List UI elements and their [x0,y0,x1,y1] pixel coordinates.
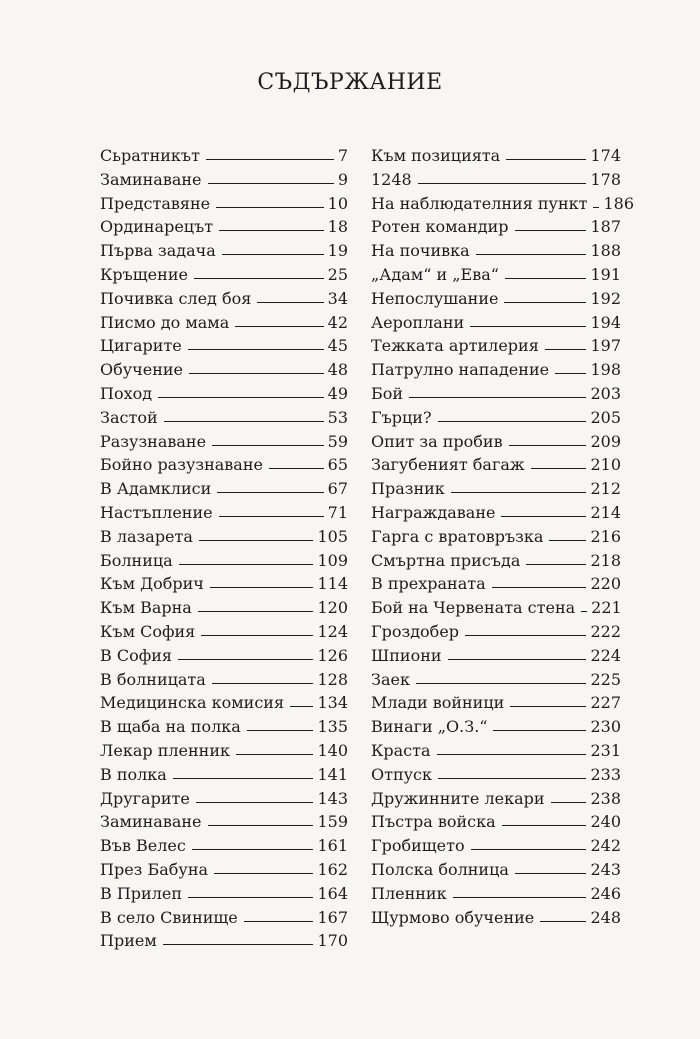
toc-leader-line [581,611,587,612]
toc-entry-title: В село Свинище [100,907,238,927]
toc-entry-page: 225 [590,669,621,689]
toc-entry-title: Гарга с вратовръзка [371,526,544,546]
toc-entry-title: Дружинните лекари [371,788,545,808]
toc-leader-line [501,516,586,517]
toc-entry-title: В София [100,645,172,665]
toc-entry-title: Кръщение [100,264,188,284]
toc-entry [100,693,348,717]
toc-entry [371,693,621,717]
toc-entry [100,646,348,670]
toc-entry-page: 10 [327,193,348,213]
toc-entry-title: Заминаване [100,169,202,189]
toc-leader-line [540,921,586,922]
toc-leader-line [451,492,587,493]
toc-entry [100,336,348,360]
toc-leader-line [236,754,313,755]
toc-entry [371,336,621,360]
toc-entry-title: Бой [371,383,404,403]
toc-entry-page: 222 [590,621,621,641]
toc-entry [100,289,348,313]
toc-entry-title: Смъртна присъда [371,550,521,570]
toc-entry-page: 167 [317,907,348,927]
toc-entry [371,908,621,932]
toc-entry-title: Гробището [371,836,465,856]
toc-leader-line [453,897,587,898]
toc-entry-page: 218 [590,550,621,570]
toc-entry [371,146,621,170]
toc-leader-line [509,445,587,446]
toc-entry-title: Прием [100,931,157,951]
toc-entry-page: 135 [317,717,348,737]
toc-entry [371,670,621,694]
toc-entry-title: В щаба на полка [100,717,241,737]
toc-entry [100,170,348,194]
toc-entry-title: Към Добрич [100,574,204,594]
toc-entry-title: Празник [371,479,445,499]
toc-entry-page: 212 [590,479,621,499]
toc-entry-title: Първа задача [100,241,216,261]
toc-leader-line [555,373,586,374]
toc-leader-line [470,326,586,327]
toc-entry-title: Непослушание [371,288,499,308]
toc-leader-line [510,706,586,707]
toc-entry-page: 53 [327,407,348,427]
toc-leader-line [214,873,313,874]
toc-entry-page: 242 [590,836,621,856]
toc-entry-page: 128 [317,669,348,689]
toc-entry [371,313,621,337]
toc-entry [371,836,621,860]
toc-leader-line [438,421,587,422]
toc-entry [371,884,621,908]
toc-entry-page: 194 [590,312,621,332]
toc-entry-page: 187 [590,217,621,237]
toc-entry-title: Застой [100,407,158,427]
toc-entry-title: Заминаване [100,812,202,832]
toc-entry [100,670,348,694]
toc-entry-title: В Прилеп [100,883,182,903]
toc-leader-line [257,302,323,303]
toc-entry-page: 192 [590,288,621,308]
toc-entry [100,265,348,289]
toc-entry [371,527,621,551]
toc-entry [371,193,635,218]
toc-entry [100,884,348,908]
toc-leader-line [178,659,313,660]
toc-leader-line [208,183,334,184]
toc-entry-title: Тежката артилерия [371,336,539,356]
toc-entry-page: 186 [603,193,635,213]
toc-leader-line [504,302,586,303]
toc-entry [371,384,621,408]
toc-entry [371,741,621,765]
toc-entry-title: Млади войници [371,693,505,713]
toc-entry-page: 19 [327,241,348,261]
toc-entry-page: 191 [590,264,621,284]
toc-entry-page: 227 [590,693,621,713]
toc-entry-title: В полка [100,764,167,784]
toc-leader-line [409,397,586,398]
toc-entry [371,170,621,194]
toc-entry-page: 243 [590,859,621,879]
toc-entry [371,265,621,289]
toc-leader-line [418,183,587,184]
toc-entry [100,479,348,503]
toc-entry [371,289,621,313]
toc-entry-title: Ротен командир [371,217,509,237]
toc-leader-line [290,706,313,707]
toc-entry-page: 210 [590,455,621,475]
toc-leader-line [208,825,314,826]
toc-entry-title: През Бабуна [100,859,209,879]
toc-entry [100,360,348,384]
toc-entry-page: 48 [327,360,348,380]
toc-entry-page: 34 [327,288,348,308]
toc-leader-line [201,635,313,636]
toc-entry-title: Обучение [100,360,184,380]
toc-leader-line [219,516,324,517]
toc-entry-title: Аероплани [371,312,465,332]
toc-entry [100,908,348,932]
toc-leader-line [545,349,587,350]
toc-entry-page: 203 [590,383,621,403]
toc-entry [371,241,621,265]
toc-entry-page: 170 [317,931,348,951]
toc-entry-page: 18 [327,217,348,237]
toc-entry-title: Писмо до мама [100,312,230,332]
toc-entry [371,574,621,598]
toc-entry [100,574,348,598]
toc-entry-page: 7 [337,146,348,165]
toc-entry [100,598,348,622]
toc-entry-page: 124 [317,621,348,641]
toc-entry-title: Полска болница [371,859,509,879]
toc-entry-title: Към Варна [100,598,192,618]
toc-entry [371,789,621,813]
toc-leader-line [164,421,324,422]
toc-entry-title: Лекар пленник [100,740,230,760]
toc-entry-title: Разузнаване [100,431,207,451]
toc-entry-title: 1248 [371,169,412,189]
toc-entry-page: 126 [317,645,348,665]
toc-entry-page: 105 [317,526,348,546]
toc-leader-line [493,730,586,731]
toc-entry-page: 143 [317,788,348,808]
toc-leader-line [222,254,324,255]
toc-entry-title: Винаги „О.З.“ [371,717,488,737]
toc-entry [100,313,348,337]
toc-entry [371,765,621,789]
toc-entry-page: 233 [590,764,621,784]
toc-leader-line [189,373,324,374]
toc-leader-line [471,849,587,850]
toc-entry-page: 161 [317,836,348,856]
toc-entry [100,765,348,789]
toc-entry [371,551,621,575]
toc-entry-title: Гроздобер [371,621,460,641]
toc-leader-line [593,207,599,208]
toc-entry-page: 71 [327,502,348,522]
toc-entry-page: 178 [590,169,621,189]
toc-entry-title: Във Велес [100,836,186,856]
toc-leader-line [505,278,587,279]
toc-leader-line [247,730,314,731]
toc-entry-page: 220 [590,574,621,594]
toc-leader-line [188,897,313,898]
toc-entry-page: 59 [327,431,348,451]
toc-entry [100,622,348,646]
toc-leader-line [212,683,314,684]
page-title: СЪДЪРЖАНИЕ [257,70,443,95]
toc-entry [100,789,348,813]
toc-leader-line [217,492,323,493]
toc-entry [371,622,621,646]
toc-entry-page: 231 [590,740,621,760]
toc-entry [371,717,621,741]
toc-entry-page: 240 [590,812,621,832]
toc-leader-line [194,278,324,279]
toc-entry [100,194,348,218]
toc-entry [371,217,621,241]
toc-leader-line [465,635,586,636]
toc-entry-page: 162 [317,859,348,879]
toc-entry-title: В болницата [100,669,206,689]
toc-entry [371,860,621,884]
toc-entry-page: 188 [590,241,621,261]
toc-entry-title: Медицинска комисия [100,693,285,713]
toc-leader-line [476,254,587,255]
toc-entry-title: В Адамклиси [100,479,212,499]
toc-entry-page: 45 [327,336,348,356]
toc-leader-line [531,468,587,469]
toc-leader-line [198,611,314,612]
toc-entry-page: 216 [590,526,621,546]
toc-entry [100,527,348,551]
toc-entry [100,241,348,265]
toc-entry-page: 120 [317,598,348,618]
toc-entry [371,479,621,503]
toc-entry-page: 65 [327,455,348,475]
toc-leader-line [210,587,314,588]
toc-entry-page: 248 [590,907,621,927]
toc-entry-title: Сьратникът [100,146,200,165]
toc-entry-page: 164 [317,883,348,903]
toc-entry-page: 205 [590,407,621,427]
toc-leader-line [515,230,587,231]
toc-entry-title: Пъстра войска [371,812,496,832]
toc-right-column [371,146,635,931]
toc-entry [100,812,348,836]
toc-entry-title: Бойно разузнаване [100,455,263,475]
toc-entry-title: Опит за пробив [371,431,503,451]
toc-entry-title: Награждаване [371,502,496,522]
toc-entry-title: Поход [100,383,153,403]
toc-entry-page: 209 [590,431,621,451]
toc-entry-page: 141 [317,764,348,784]
toc-entry-title: Заек [371,669,410,689]
toc-entry [100,931,348,955]
toc-entry-title: Пленник [371,883,447,903]
toc-entry [100,717,348,741]
toc-leader-line [549,540,586,541]
toc-entry [371,812,621,836]
toc-entry [371,455,621,479]
toc-entry-title: Бой на Червената стена [371,598,576,618]
toc-leader-line [158,397,324,398]
toc-entry-title: Загубеният багаж [371,455,525,475]
toc-leader-line [192,849,314,850]
toc-entry-title: На наблюдателния пункт [371,193,588,213]
toc-leader-line [206,159,334,160]
toc-entry-page: 174 [590,146,621,165]
toc-entry-title: Щурмово обучение [371,907,535,927]
toc-leader-line [199,540,314,541]
toc-leader-line [526,564,586,565]
toc-entry [100,384,348,408]
toc-entry-page: 198 [590,360,621,380]
toc-entry [100,455,348,479]
toc-leader-line [416,683,586,684]
toc-leader-line [502,825,587,826]
toc-entry [371,360,621,384]
toc-leader-line [163,944,314,945]
toc-entry-page: 25 [327,264,348,284]
toc-leader-line [448,659,587,660]
toc-entry-title: На почивка [371,241,470,261]
toc-entry [100,146,348,170]
toc-entry [371,432,621,456]
toc-entry-title: Ординарецът [100,217,214,237]
toc-entry-title: Почивка след боя [100,288,252,308]
toc-leader-line [179,564,314,565]
toc-entry [100,836,348,860]
toc-entry [371,503,621,527]
toc-entry [100,217,348,241]
toc-entry-title: Краста [371,740,431,760]
toc-entry-title: В прехраната [371,574,486,594]
toc-entry-page: 221 [591,598,622,618]
toc-leader-line [212,445,324,446]
toc-entry [371,598,621,622]
toc-leader-line [235,326,323,327]
toc-entry-page: 159 [317,812,348,832]
toc-entry-page: 197 [590,336,621,356]
toc-entry-title: Представяне [100,193,211,213]
toc-entry-page: 224 [590,645,621,665]
toc-entry-title: Шпиони [371,645,442,665]
toc-entry-title: „Адам“ и „Ева“ [371,264,499,284]
toc-leader-line [492,587,587,588]
toc-entry [371,408,621,432]
toc-leader-line [244,921,314,922]
toc-leader-line [219,230,324,231]
toc-entry [100,432,348,456]
toc-leader-line [188,349,324,350]
toc-entry-page: 238 [590,788,621,808]
toc-entry-title: Патрулно нападение [371,360,550,380]
toc-entry-title: Гърци? [371,407,432,427]
toc-entry-title: Отпуск [371,764,433,784]
toc-entry-page: 134 [317,693,348,713]
toc-entry [100,741,348,765]
toc-leader-line [506,159,586,160]
toc-entry-page: 140 [317,740,348,760]
toc-entry [100,551,348,575]
toc-leader-line [173,778,314,779]
toc-leader-line [551,802,587,803]
toc-entry-page: 214 [590,502,621,522]
toc-entry [100,503,348,527]
toc-entry-title: Към позицията [371,146,501,165]
toc-entry-page: 67 [327,479,348,499]
toc-left-column [100,146,348,955]
toc-leader-line [437,754,587,755]
toc-entry [371,646,621,670]
toc-leader-line [269,468,324,469]
toc-entry-title: Другарите [100,788,190,808]
toc-entry-title: Към София [100,621,196,641]
toc-entry-page: 42 [327,312,348,332]
toc-entry-title: Настъпление [100,502,213,522]
toc-entry-title: Болница [100,550,173,570]
toc-entry-title: В лазарета [100,526,193,546]
toc-leader-line [438,778,586,779]
toc-leader-line [216,207,324,208]
toc-entry-page: 230 [590,717,621,737]
toc-entry-page: 246 [590,883,621,903]
toc-entry-page: 109 [317,550,348,570]
toc-entry-page: 9 [337,169,348,189]
toc-leader-line [196,802,314,803]
toc-entry-title: Цигарите [100,336,182,356]
toc-entry [100,860,348,884]
toc-entry [100,408,348,432]
toc-leader-line [515,873,587,874]
toc-entry-page: 114 [317,574,348,594]
toc-entry-page: 49 [327,383,348,403]
